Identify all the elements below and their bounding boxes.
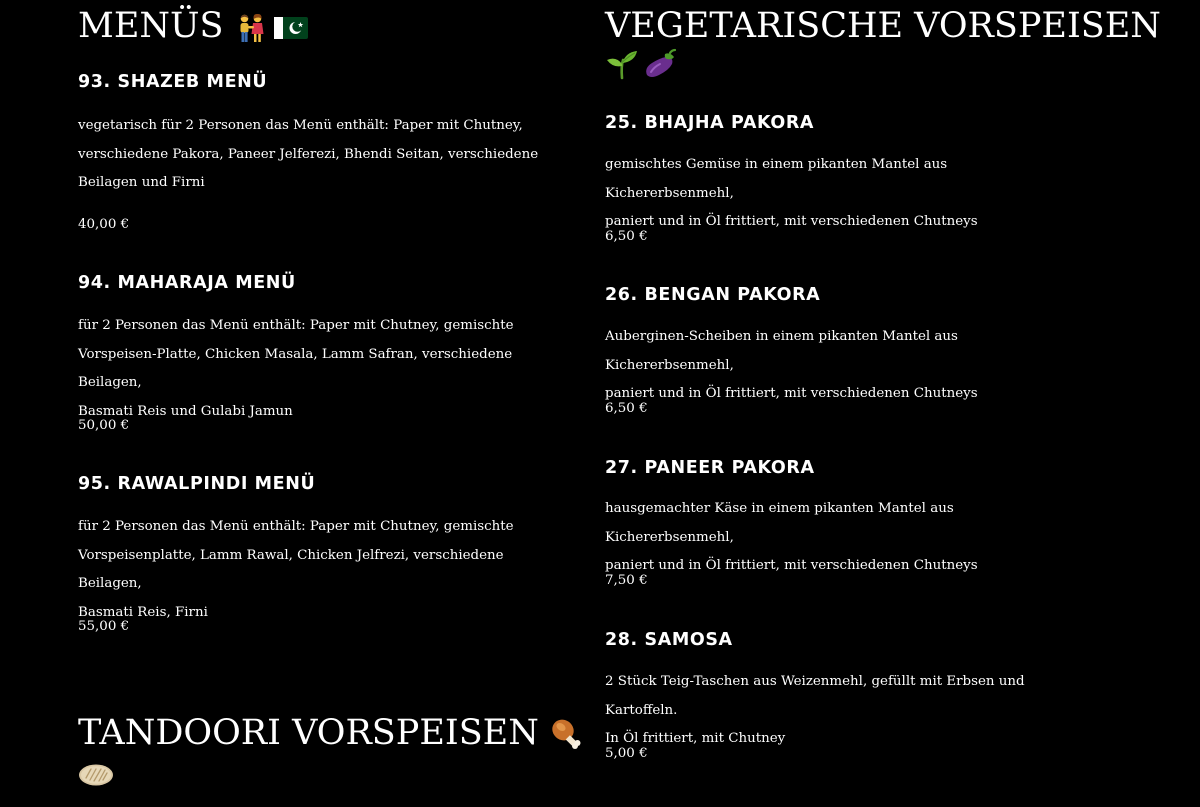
item-price: 6,50 € xyxy=(605,229,648,244)
item-price: 40,00 € xyxy=(78,217,130,232)
item-description: 2 Stück Teig-Taschen aus Weizenmehl, gefüllt mit Erbsen und Kartoffeln. In Öl frittiert, mit Chutney xyxy=(605,674,1025,746)
item-title: 25. BHAJHA PAKORA xyxy=(605,113,815,133)
menu-item xyxy=(78,71,548,232)
item-description: vegetarisch für 2 Personen das Menü enthält: Paper mit Chutney, verschiedene Pakora, Paneer Jelferezi, Bhendi Seitan, verschiedene Beilagen und Firni xyxy=(78,118,539,190)
item-price: 50,00 € xyxy=(78,418,130,433)
item-title: 27. PANEER PAKORA xyxy=(605,458,815,478)
poultry-leg-icon xyxy=(550,717,584,755)
item-price: 7,50 € xyxy=(605,573,648,588)
item-title: 26. BENGAN PAKORA xyxy=(605,285,821,305)
couple-icon xyxy=(235,12,267,48)
menu-item xyxy=(605,284,1075,416)
item-title: 93. SHAZEB MENÜ xyxy=(78,72,268,92)
menus-heading-row xyxy=(78,6,308,51)
vegetarian-section-title: VEGETARISCHE VORSPEISEN xyxy=(605,6,1161,46)
tandoori-heading-block xyxy=(78,713,548,791)
item-description: hausgemachter Käse in einem pikanten Mantel aus Kichererbsenmehl, paniert und in Öl frittiert, mit verschiedenen Chutneys xyxy=(605,501,978,573)
item-price: 6,50 € xyxy=(605,401,648,416)
tandoori-section-title: TANDOORI VORSPEISEN xyxy=(78,713,539,753)
menu-item xyxy=(605,457,1075,588)
menu-item xyxy=(605,112,1075,244)
item-title: 28. SAMOSA xyxy=(605,630,733,650)
menu-item xyxy=(605,629,1075,761)
item-title: 95. RAWALPINDI MENÜ xyxy=(78,474,316,494)
menu-item xyxy=(78,272,548,433)
item-price: 5,00 € xyxy=(605,746,648,761)
menu-item xyxy=(78,473,548,634)
item-price: 55,00 € xyxy=(78,619,130,634)
item-title: 94. MAHARAJA MENÜ xyxy=(78,273,296,293)
flatbread-icon xyxy=(78,763,114,791)
seedling-icon xyxy=(605,48,639,84)
eggplant-icon xyxy=(642,48,678,84)
item-description: für 2 Personen das Menü enthält: Paper mit Chutney, gemischte Vorspeisen-Platte, Chicken Masala, Lamm Safran, verschiedene Beilagen, Basmati Reis und Gulabi Jamun xyxy=(78,318,514,419)
menus-section-title: MENÜS xyxy=(78,6,224,46)
item-description: Auberginen-Scheiben in einem pikanten Mantel aus Kichererbsenmehl, paniert und in Öl frittiert, mit verschiedenen Chutneys xyxy=(605,329,978,401)
pakistan-flag-icon xyxy=(274,15,308,45)
item-description: für 2 Personen das Menü enthält: Paper mit Chutney, gemischte Vorspeisenplatte, Lamm Rawal, Chicken Jelfrezi, verschiedene Beilagen, Basmati Reis, Firni xyxy=(78,519,514,620)
item-description: gemischtes Gemüse in einem pikanten Mantel aus Kichererbsenmehl, paniert und in Öl frittiert, mit verschiedenen Chutneys xyxy=(605,157,978,229)
vegetarian-heading-block xyxy=(605,6,1161,84)
